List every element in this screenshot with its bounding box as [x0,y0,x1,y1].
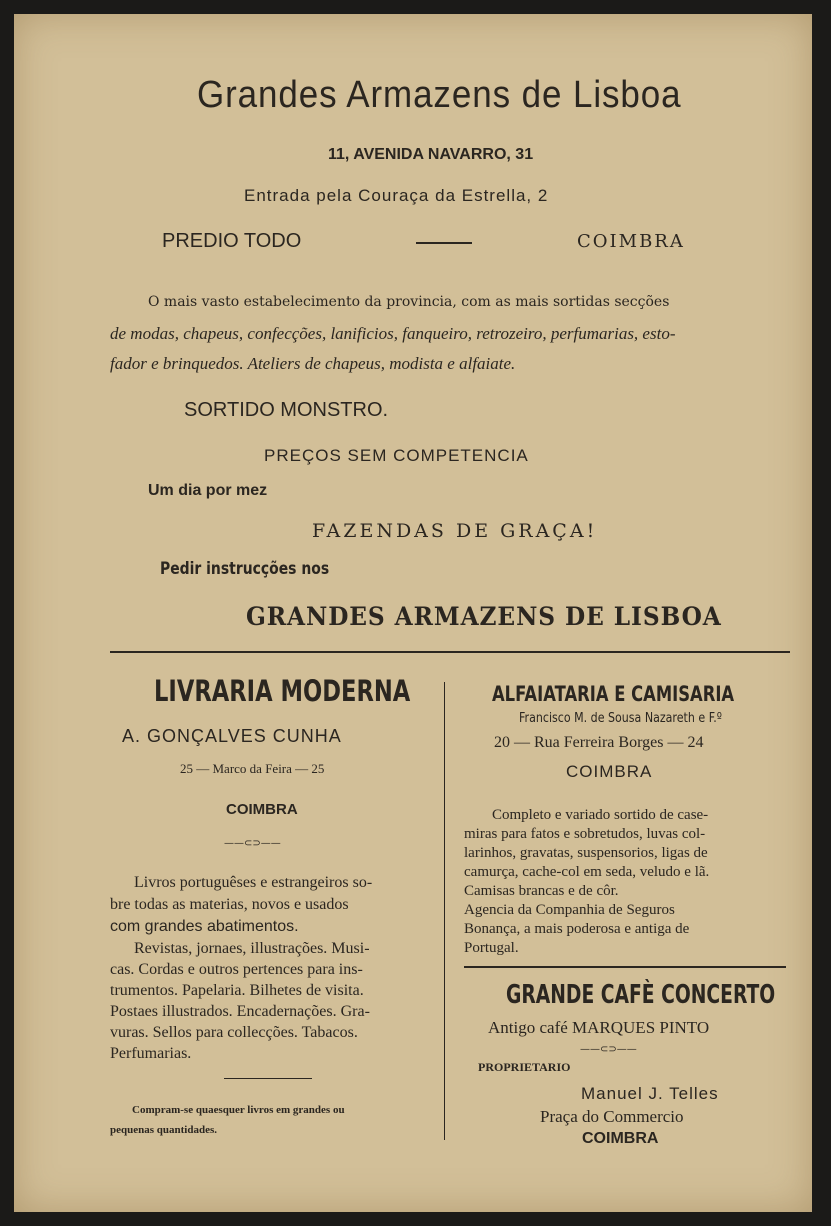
alfaiataria-line5: Camisas brancas e de côr. [464,883,619,899]
livraria-owner: A. GONÇALVES CUNHA [122,726,342,746]
cafe-divider [464,966,786,968]
cafe-title: GRANDE CAFÈ CONCERTO [506,980,776,1010]
alfaiataria-line7: Bonança, a mais poderosa e antiga de [464,921,690,937]
alfaiataria-address: 20 — Rua Ferreira Borges — 24 [494,734,704,751]
alfaiataria-title: ALFAIATARIA E CAMISARIA [492,682,735,706]
intro-line-3: fador e brinquedos. Ateliers de chapeus, modista e alfaiate. [110,354,516,373]
cafe-subtitle: Antigo café MARQUES PINTO [488,1018,710,1037]
alfaiataria-city: COIMBRA [566,762,653,781]
column-divider [444,682,445,1140]
slogan-um-dia: Um dia por mez [148,482,268,499]
livraria-para2-line2: cas. Cordas e outros pertences para ins- [110,961,363,978]
livraria-note-line1: Compram-se quaesquer livros em grandes ou [132,1104,345,1116]
alfaiataria-owner: Francisco M. de Sousa Nazareth e F.º [519,711,722,726]
alfaiataria-line1: Completo e variado sortido de case- [492,807,709,823]
main-divider [110,651,790,653]
slogan-fazendas: FAZENDAS DE GRAÇA! [312,520,598,542]
page [14,14,812,1212]
intro-line-2: de modas, chapeus, confecções, lanificios, fanqueiro, retrozeiro, perfumarias, esto- [110,324,676,343]
livraria-para2-line1: Revistas, jornaes, illustrações. Musi- [134,940,370,957]
livraria-city: COIMBRA [226,801,298,818]
header-address: 11, AVENIDA NAVARRO, 31 [328,146,534,163]
slogan-pedir: Pedir instrucções nos [160,559,330,579]
livraria-note-line2: pequenas quantidades. [110,1124,217,1136]
alfaiataria-line8: Portugal. [464,940,519,956]
livraria-para1-line2: bre todas as materias, novos e usados [110,896,349,913]
cafe-city: COIMBRA [582,1130,659,1147]
alfaiataria-line4: camurça, cache-col em seda, veludo e lã. [464,864,710,880]
header-left-label: PREDIO TODO [162,230,302,252]
livraria-para2-line4: Postaes illustrados. Encadernações. Gra- [110,1003,370,1020]
slogan-precos: PREÇOS SEM COMPETENCIA [264,446,529,465]
livraria-para2-line5: vuras. Sellos para collecções. Tabacos. [110,1024,358,1041]
header-dash [416,242,472,244]
livraria-para1-line1: Livros portuguêses e estrangeiros so- [134,874,373,891]
livraria-short-rule [224,1078,312,1079]
header-right-label: COIMBRA [577,231,685,252]
alfaiataria-line2: miras para fatos e sobretudos, luvas col- [464,826,706,842]
livraria-ornament: ——⊂⊃—— [224,838,281,849]
livraria-title: LIVRARIA MODERNA [154,674,411,708]
livraria-para2-line3: trumentos. Papelaria. Bilhetes de visita. [110,982,364,999]
cafe-prop-label: PROPRIETARIO [478,1060,571,1074]
cafe-ornament: ——⊂⊃—— [580,1044,637,1055]
livraria-para2-line6: Perfumarias. [110,1045,192,1062]
livraria-address: 25 — Marco da Feira — 25 [180,761,325,776]
slogan-grandes: GRANDES ARMAZENS DE LISBOA [246,602,722,631]
header-title: Grandes Armazens de Lisboa [197,74,682,116]
header-entrance: Entrada pela Couraça da Estrella, 2 [244,186,549,205]
intro-line-1: O mais vasto estabelecimento da provincia, com as mais sortidas secções [148,294,670,310]
livraria-para1-line3: com grandes abatimentos. [110,918,299,935]
slogan-sortido: SORTIDO MONSTRO. [184,399,389,421]
alfaiataria-line3: larinhos, gravatas, suspensorios, ligas de [464,845,708,861]
cafe-owner-name: Manuel J. Telles [581,1084,719,1103]
alfaiataria-line6: Agencia da Companhia de Seguros [464,902,675,918]
cafe-address: Praça do Commercio [540,1107,684,1126]
